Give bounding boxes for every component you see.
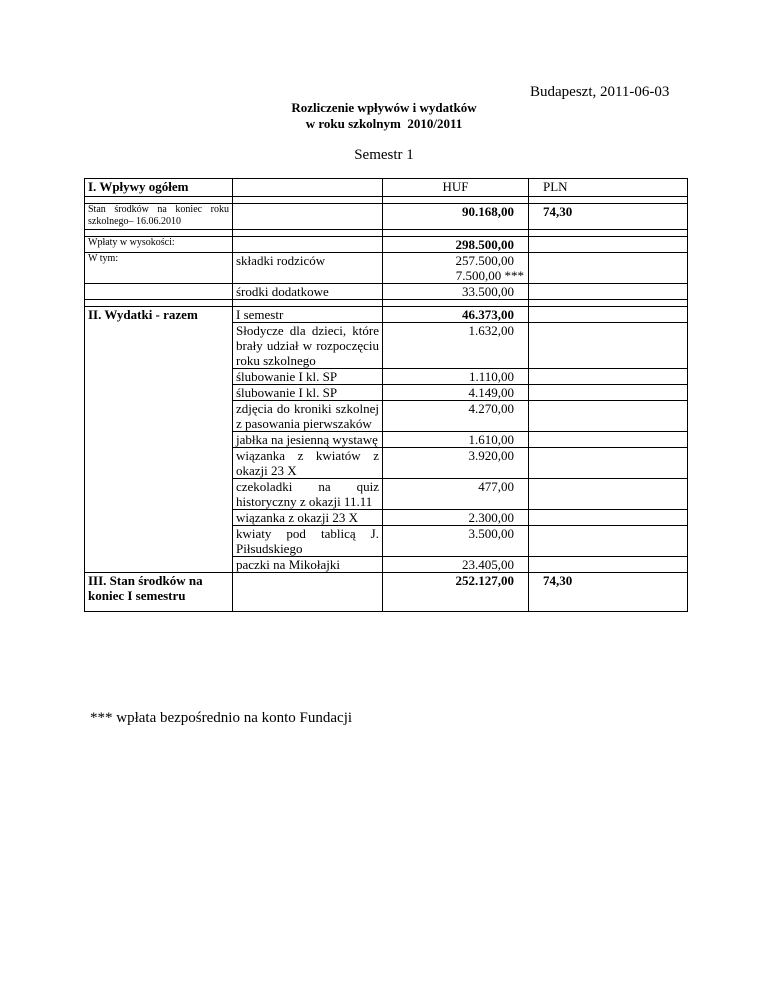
expense-huf: 1.110,00: [383, 369, 529, 385]
payment-desc: środki dodatkowe: [233, 284, 383, 300]
section-expenses-label: II. Wydatki - razem: [85, 307, 233, 573]
payments-item-row: [85, 253, 688, 284]
expense-desc: wiązanka z kwiatów z okazji 23 X: [233, 448, 383, 479]
expense-huf: 4.149,00: [383, 385, 529, 401]
spacer-row: [85, 230, 688, 237]
expense-desc: ślubowanie I kl. SP: [233, 369, 383, 385]
expense-huf: 3.920,00: [383, 448, 529, 479]
closing-balance-pln: 74,30: [529, 573, 688, 612]
footnote: *** wpłata bezpośrednio na konto Fundacji: [90, 710, 353, 726]
expense-desc: paczki na Mikołajki: [233, 557, 383, 573]
expense-desc: I semestr: [233, 307, 383, 323]
semester-heading: Semestr 1: [354, 147, 414, 163]
expense-desc: kwiaty pod tablicą J. Piłsudskiego: [233, 526, 383, 557]
spacer-row: [85, 197, 688, 204]
expense-huf: 23.405,00: [383, 557, 529, 573]
document-title: [0, 100, 768, 132]
header-pln: PLN: [529, 179, 688, 197]
expense-huf: 477,00: [383, 479, 529, 510]
expense-huf: 1.610,00: [383, 432, 529, 448]
opening-balance-huf: 90.168,00: [383, 204, 529, 230]
header-row: [85, 179, 688, 197]
expense-huf: 4.270,00: [383, 401, 529, 432]
of-which-label: W tym:: [85, 253, 233, 284]
payment-huf: 257.500,00 7.500,00 ***: [383, 253, 529, 284]
expense-desc: czekoladki na quiz historyczny z okazji 11.11: [233, 479, 383, 510]
payment-desc: składki rodziców: [233, 253, 383, 284]
financial-table: [84, 178, 688, 612]
expenses-total-row: [85, 307, 688, 323]
place-date: Budapeszt, 2011-06-03: [530, 84, 670, 100]
opening-balance-row: [85, 204, 688, 230]
payments-total-huf: 298.500,00: [383, 237, 529, 253]
expense-huf: 1.632,00: [383, 323, 529, 369]
expense-desc: Słodycze dla dzieci, które brały udział w rozpoczęciu roku szkolnego: [233, 323, 383, 369]
spacer-row: [85, 300, 688, 307]
payments-total-row: [85, 237, 688, 253]
closing-balance-huf: 252.127,00: [383, 573, 529, 612]
payments-item-row: [85, 284, 688, 300]
expense-huf: 3.500,00: [383, 526, 529, 557]
header-empty: [233, 179, 383, 197]
payments-label: Wpłaty w wysokości:: [85, 237, 233, 253]
expense-desc: wiązanka z okazji 23 X: [233, 510, 383, 526]
title-line-2: w roku szkolnym 2010/2011: [305, 116, 463, 131]
expense-desc: jabłka na jesienną wystawę: [233, 432, 383, 448]
closing-balance-label: III. Stan środków na koniec I semestru: [85, 573, 233, 612]
expense-desc: ślubowanie I kl. SP: [233, 385, 383, 401]
expense-desc: zdjęcia do kroniki szkolnej z pasowania pierwszaków: [233, 401, 383, 432]
section-income-label: I. Wpływy ogółem: [85, 179, 233, 197]
opening-balance-pln: 74,30: [529, 204, 688, 230]
payment-huf: 33.500,00: [383, 284, 529, 300]
title-line-1: Rozliczenie wpływów i wydatków: [291, 100, 477, 115]
closing-balance-row: [85, 573, 688, 612]
opening-balance-label: Stan środków na koniec roku szkolnego– 16.06.2010: [85, 204, 233, 230]
header-huf: HUF: [383, 179, 529, 197]
expense-huf: 2.300,00: [383, 510, 529, 526]
expenses-total-huf: 46.373,00: [383, 307, 529, 323]
